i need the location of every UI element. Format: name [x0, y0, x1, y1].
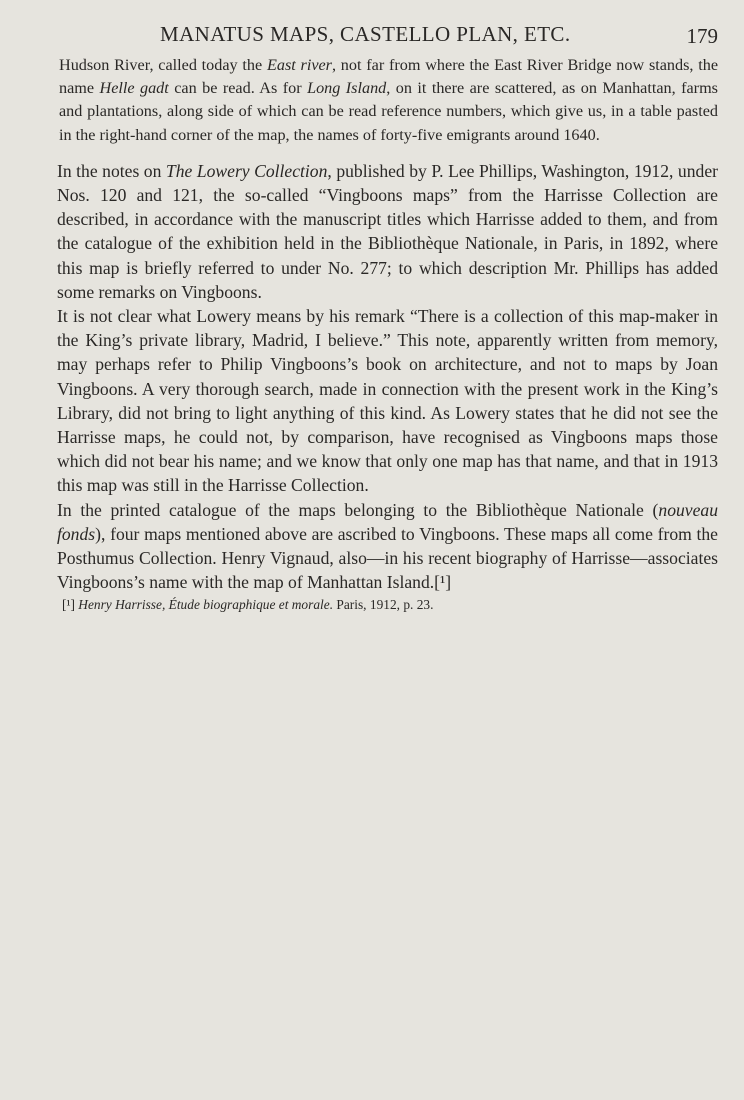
- running-title: MANATUS MAPS, CASTELLO PLAN, ETC.: [160, 22, 571, 46]
- paragraph-4-text-1: In the printed catalogue of the maps belonging to the Bibliothèque Nationale (: [57, 499, 659, 520]
- paragraph-1-italic-3: Long Island: [307, 79, 387, 98]
- paragraph-1-italic-2: Helle gadt: [99, 79, 169, 98]
- footnote: [62, 596, 718, 614]
- footnote-citation-title: Henry Harrisse, Étude biographique et morale.: [78, 597, 334, 612]
- paragraph-2: [57, 159, 718, 304]
- paragraph-3: [57, 304, 718, 498]
- paragraph-1-text-2: , not far from where the East River Bridge now stands, the name: [59, 56, 718, 98]
- paragraph-1-text-4: , on it there are scattered, as on Manhattan, farms and plantations, along side of which can be read reference numbers, which give us, in a table pasted in the right-hand corner of the map, the names of forty-five emigrants around 1640.: [59, 79, 718, 144]
- paragraph-4-text-2: ), four maps mentioned above are ascribed to Vingboons. These maps all come from the Posthumus Collection. Henry Vignaud, also—in his recent biography of Harrisse—associates Vingboons’s name with the map of Manhattan Island.[¹]: [57, 523, 718, 593]
- paragraph-1-text-1: Hudson River, called today the: [59, 56, 267, 74]
- body-text: [57, 54, 718, 594]
- paragraph-1-text-3: can be read. As for: [168, 79, 308, 98]
- paragraph-1: [59, 54, 718, 147]
- running-head: [62, 22, 718, 50]
- paragraph-1-italic-1: East river: [266, 56, 332, 74]
- footnote-marker: [¹]: [62, 597, 79, 612]
- paragraph-4: [57, 498, 718, 595]
- paragraph-2-text-1: In the notes on: [57, 160, 166, 181]
- paragraph-3-text: It is not clear what Lowery means by his remark “There is a collection of this map-maker in the King’s private library, Madrid, I believe.” This note, apparently written from memory, may perhaps refer to Philip Vingboons’s book on architecture, and not to maps by Joan Vingboons. A very thorough search, made in connection with the present work in the King’s Library, did not bring to light anything of this kind. As Lowery states that he did not see the Harrisse maps, he could not, by comparison, have recognised as Vingboons maps those which did not bear his name; and we know that only one map has that name, and that in 1913 this map was still in the Harrisse Collection.: [57, 306, 718, 496]
- footnote-citation-details: Paris, 1912, p. 23.: [333, 597, 434, 612]
- paragraph-2-italic-1: The Lowery Collection: [165, 160, 328, 181]
- paragraph-4-italic-1: nouveau fonds: [57, 499, 718, 544]
- page-number: 179: [686, 24, 718, 48]
- paragraph-2-text-2: , published by P. Lee Phillips, Washington, 1912, under Nos. 120 and 121, the so-called “Vingboons maps” from the Harrisse Collection are described, in accordance with the manuscript titles which Harrisse added to them, and from the catalogue of the exhibition held in the Bibliothèque Nationale, in Paris, in 1892, where this map is briefly referred to under No. 277; to which description Mr. Phillips has added some remarks on Vingboons.: [57, 160, 718, 302]
